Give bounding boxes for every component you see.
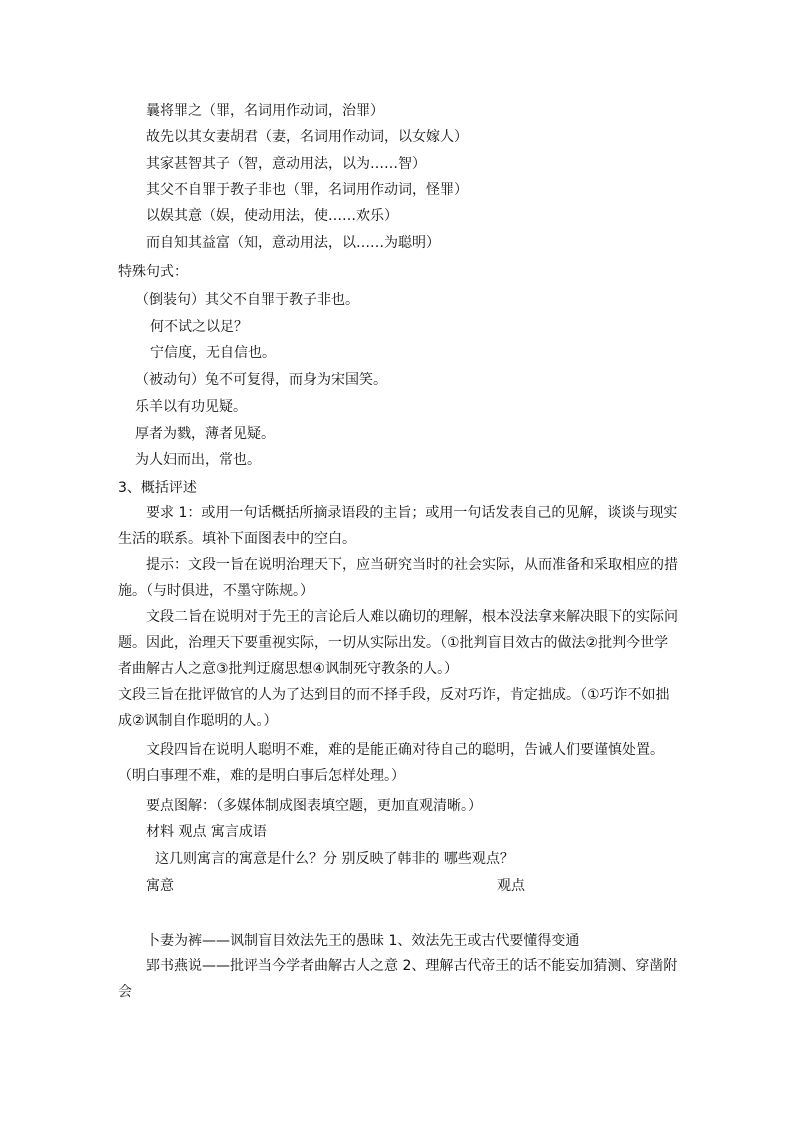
special-line-7: 为人妇而出，常也。 <box>135 452 261 468</box>
column-guandian: 观点 <box>497 878 525 894</box>
special-line-5: 乐羊以有功见疑。 <box>135 399 247 415</box>
example-line-5: 以娱其意（娱，使动用法，使……欢乐） <box>146 208 398 224</box>
material-line: 材料 观点 寓言成语 <box>146 824 267 840</box>
paragraph-3: 文段三旨在批评做官的人为了达到目的而不择手段，反对巧诈，肯定拙成。（①巧诈不如拙成②讽制自作聪明的人。） <box>118 687 670 729</box>
fable-row-2: 郢书燕说——批评当今学者曲解古人之意 2、理解古代帝王的话不能妄加猜测、穿凿附会 <box>118 958 678 1000</box>
paragraph-4: 文段四旨在说明人聪明不难，难的是能正确对待自己的聪明，告诫人们要谨慎处置。（明白事理不难，难的是明白事后怎样处理。） <box>118 742 664 784</box>
special-line-3: 宁信度，无自信也。 <box>150 345 276 361</box>
special-line-1: （倒装句）其父不自罪于教子非也。 <box>135 292 359 308</box>
example-line-3: 其家甚智其子（智，意动用法，以为……智） <box>146 156 426 172</box>
column-yuyi: 寓意 <box>146 878 174 894</box>
example-line-4: 其父不自罪于教子非也（罪，名词用作动词，怪罪） <box>146 182 468 198</box>
special-sentence-title: 特殊句式： <box>118 264 188 280</box>
fable-row-1: 卜妻为裤——讽制盲目效法先王的愚昧 1、效法先王或古代要懂得变通 <box>146 933 580 949</box>
section-3-heading: 3、概括评述 <box>118 480 197 496</box>
special-line-4: （被动句）兔不可复得，而身为宋国笑。 <box>135 372 387 388</box>
question-line: 这几则寓言的寓意是什么？分 别反映了韩非的 哪些观点？ <box>155 851 514 867</box>
paragraph-2: 文段二旨在说明对于先王的言论后人难以确切的理解，根本没法拿来解决眼下的实际问题。因此，治理天下要重视实际，一切从实际出发。（①批判盲目效古的做法②批判今世学者曲解古人之意③批判迂腐思想④讽制死守教条的人。） <box>118 609 678 677</box>
example-line-1: 曩将罪之（罪，名词用作动词，治罪） <box>146 103 384 119</box>
special-line-2: 何不试之以足？ <box>150 319 248 335</box>
requirement-paragraph: 要求 1：或用一句话概括所摘录语段的主旨；或用一句话发表自己的见解，谈谈与现实生活的联系。填补下面图表中的空白。 <box>118 505 678 547</box>
hint-paragraph: 提示：文段一旨在说明治理天下，应当研究当时的社会实际，从而准备和采取相应的措施。（与时俱进，不墨守陈规。） <box>118 557 678 599</box>
example-line-2: 故先以其女妻胡君（妻，名词用作动词，以女嫁人） <box>146 129 468 145</box>
special-line-6: 厚者为戮，薄者见疑。 <box>135 426 275 442</box>
keypoints-line: 要点图解：（多媒体制成图表填空题，更加直观清晰。） <box>146 798 482 814</box>
example-line-6: 而自知其益富（知，意动用法，以……为聪明） <box>146 235 440 251</box>
